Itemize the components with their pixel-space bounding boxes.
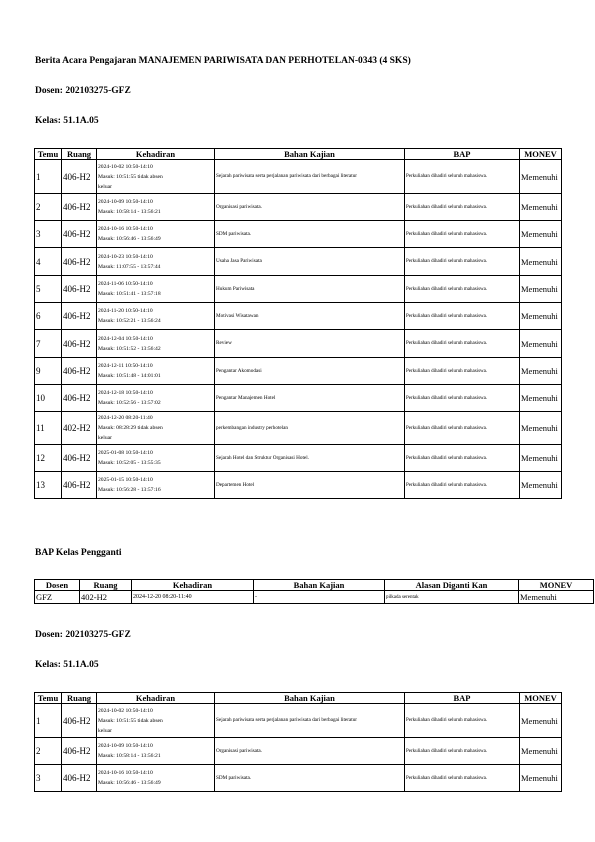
table-row xyxy=(35,248,562,276)
temu-cell: 4 xyxy=(35,248,62,276)
bap-cell: Perkuliahan dihadiri seluruh mahasiswa. xyxy=(405,330,520,358)
ruang-cell: 406-H2 xyxy=(62,194,97,221)
kehadiran-cell xyxy=(97,248,215,276)
kehadiran-cell xyxy=(97,160,215,194)
temu-cell: 3 xyxy=(35,765,62,792)
pg-col-dosen: Dosen xyxy=(35,580,80,591)
kehadiran-masuk: Masuk: 10:51:41 - 13:57:18 xyxy=(98,291,161,297)
col-bahan-kajian: Bahan Kajian xyxy=(215,149,405,160)
bahan-cell: SDM pariwisata. xyxy=(215,765,405,792)
monev-cell: Memenuhi xyxy=(520,330,562,358)
temu-cell: 2 xyxy=(35,194,62,221)
ruang-cell: 406-H2 xyxy=(62,765,97,792)
monev-cell: Memenuhi xyxy=(520,248,562,276)
kehadiran-schedule: 2024-11-20 10:50-14:10 xyxy=(98,308,153,314)
monev-cell: Memenuhi xyxy=(520,765,562,792)
table-row xyxy=(35,765,562,792)
pg-ruang: 402-H2 xyxy=(80,591,132,604)
table-row xyxy=(35,704,562,738)
pengganti-title: BAP Kelas Pengganti xyxy=(35,548,122,558)
table-row xyxy=(35,412,562,445)
bahan-cell: Organisasi pariwisata. xyxy=(215,738,405,765)
monev-cell: Memenuhi xyxy=(520,358,562,385)
bap-cell: Perkuliahan dihadiri seluruh mahasiswa. xyxy=(405,276,520,303)
pg-col-kehadiran: Kehadiran xyxy=(132,580,254,591)
table-row xyxy=(35,738,562,765)
kehadiran-cell xyxy=(97,472,215,499)
bap-cell: Perkuliahan dihadiri seluruh mahasiswa. xyxy=(405,472,520,499)
col-kehadiran: Kehadiran xyxy=(97,693,215,704)
temu-cell: 11 xyxy=(35,412,62,445)
kehadiran-cell xyxy=(97,445,215,472)
bahan-cell: Hukum Pariwisata xyxy=(215,276,405,303)
ruang-cell: 406-H2 xyxy=(62,248,97,276)
bap-cell: Perkuliahan dihadiri seluruh mahasiswa. xyxy=(405,194,520,221)
col-ruang: Ruang xyxy=(62,693,97,704)
kehadiran-schedule: 2024-10-16 10:50-14:10 xyxy=(98,226,153,232)
monev-cell: Memenuhi xyxy=(520,472,562,499)
bap-cell: Perkuliahan dihadiri seluruh mahasiswa. xyxy=(405,248,520,276)
kehadiran-schedule: 2024-12-11 10:50-14:10 xyxy=(98,363,153,369)
kehadiran-schedule: 2024-12-20 08:20-11:40 xyxy=(98,415,153,421)
pengganti-table xyxy=(34,579,594,604)
kelas-label-2: Kelas: 51.1A.05 xyxy=(35,660,99,670)
kehadiran-masuk: Masuk: 10:51:55 tidak absen xyxy=(98,173,163,180)
ruang-cell: 406-H2 xyxy=(62,385,97,412)
bahan-cell: Review xyxy=(215,330,405,358)
kehadiran-cell xyxy=(97,358,215,385)
ruang-cell: 402-H2 xyxy=(62,412,97,445)
bap-cell: Perkuliahan dihadiri seluruh mahasiswa. xyxy=(405,445,520,472)
bahan-cell: Motivasi Wisatawan xyxy=(215,303,405,330)
attendance-table xyxy=(34,148,562,499)
kehadiran-masuk: Masuk: 10:52:21 - 13:56:24 xyxy=(98,318,161,324)
kehadiran-schedule: 2025-01-08 10:50-14:10 xyxy=(98,450,153,456)
bap-cell: Perkuliahan dihadiri seluruh mahasiswa. xyxy=(405,221,520,248)
pg-col-monev: MONEV xyxy=(519,580,594,591)
table-header-row-2 xyxy=(35,693,562,704)
bahan-cell: SDM pariwisata. xyxy=(215,221,405,248)
table-row xyxy=(35,221,562,248)
table-row xyxy=(35,303,562,330)
bahan-cell: Organisasi pariwisata. xyxy=(215,194,405,221)
kehadiran-cell xyxy=(97,330,215,358)
document-title: Berita Acara Pengajaran MANAJEMEN PARIWISATA DAN PERHOTELAN-0343 (4 SKS) xyxy=(35,56,411,66)
kehadiran-schedule: 2024-10-16 10:50-14:10 xyxy=(98,770,153,776)
temu-cell: 12 xyxy=(35,445,62,472)
kehadiran-masuk: Masuk: 10:51:48 - 14:01:01 xyxy=(98,373,161,379)
ruang-cell: 406-H2 xyxy=(62,738,97,765)
kehadiran-masuk: Masuk: 10:56:46 - 13:56:49 xyxy=(98,236,161,242)
temu-cell: 6 xyxy=(35,303,62,330)
kelas-label: Kelas: 51.1A.05 xyxy=(35,116,99,126)
temu-cell: 10 xyxy=(35,385,62,412)
pg-bahan: - xyxy=(254,591,385,604)
col-monev: MONEV xyxy=(520,149,562,160)
pengganti-row xyxy=(35,591,594,604)
kehadiran-schedule: 2024-10-09 10:50-14:10 xyxy=(98,743,153,749)
table-row xyxy=(35,330,562,358)
bap-cell: Perkuliahan dihadiri seluruh mahasiswa. xyxy=(405,765,520,792)
ruang-cell: 406-H2 xyxy=(62,445,97,472)
monev-cell: Memenuhi xyxy=(520,303,562,330)
pg-col-alasan: Alasan Diganti Kan xyxy=(385,580,519,591)
kehadiran-masuk: Masuk: 10:56:28 - 13:57:16 xyxy=(98,487,161,493)
kehadiran-masuk: Masuk: 10:52:05 - 13:55:35 xyxy=(98,460,161,466)
ruang-cell: 406-H2 xyxy=(62,276,97,303)
bap-cell: Perkuliahan dihadiri seluruh mahasiswa. xyxy=(405,738,520,765)
bahan-cell: Sejarah pariwisata serta perjalanan pariwisata dari berbagai literatur xyxy=(215,704,405,738)
bahan-cell: perkembangan industry perhotelan xyxy=(215,412,405,445)
kehadiran-masuk: Masuk: 10:58:14 - 13:56:21 xyxy=(98,753,161,759)
table-row xyxy=(35,472,562,499)
monev-cell: Memenuhi xyxy=(520,160,562,194)
dosen-label: Dosen: 202103275-GFZ xyxy=(35,86,131,96)
pg-monev: Memenuhi xyxy=(519,591,594,604)
bahan-cell: Departemen Hotel xyxy=(215,472,405,499)
temu-cell: 9 xyxy=(35,358,62,385)
kehadiran-cell xyxy=(97,221,215,248)
temu-cell: 1 xyxy=(35,160,62,194)
col-bap: BAP xyxy=(405,149,520,160)
kehadiran-masuk: Masuk: 11:07:55 - 13:57:44 xyxy=(98,263,161,270)
monev-cell: Memenuhi xyxy=(520,385,562,412)
kehadiran-masuk: Masuk: 08:28:29 tidak absen xyxy=(98,425,163,431)
ruang-cell: 406-H2 xyxy=(62,160,97,194)
bahan-cell: Sejarah pariwisata serta perjalanan pariwisata dari berbagai literatur xyxy=(215,160,405,194)
kehadiran-schedule: 2024-11-06 10:50-14:10 xyxy=(98,281,153,287)
kehadiran-cell xyxy=(97,738,215,765)
bahan-cell: Usaha Jasa Pariwisata xyxy=(215,248,405,276)
kehadiran-cell xyxy=(97,276,215,303)
kehadiran-cell xyxy=(97,303,215,330)
pg-dosen: GFZ xyxy=(35,591,80,604)
pg-col-ruang: Ruang xyxy=(80,580,132,591)
kehadiran-cell xyxy=(97,704,215,738)
bahan-cell: Sejarah Hotel dan Struktur Organisasi Hotel. xyxy=(215,445,405,472)
kehadiran-cell xyxy=(97,412,215,445)
table-row xyxy=(35,194,562,221)
bap-cell: Perkuliahan dihadiri seluruh mahasiswa. xyxy=(405,385,520,412)
kehadiran-schedule: 2024-10-09 10:50-14:10 xyxy=(98,199,153,205)
kehadiran-schedule: 2024-10-23 10:50-14:10 xyxy=(98,253,153,260)
pengganti-header-row xyxy=(35,580,594,591)
kehadiran-keluar: keluar xyxy=(98,183,112,190)
col-kehadiran: Kehadiran xyxy=(97,149,215,160)
table-row xyxy=(35,385,562,412)
kehadiran-masuk: Masuk: 10:58:14 - 13:56:21 xyxy=(98,209,161,215)
kehadiran-cell xyxy=(97,385,215,412)
bap-cell: Perkuliahan dihadiri seluruh mahasiswa. xyxy=(405,412,520,445)
kehadiran-schedule: 2025-01-15 10:50-14:10 xyxy=(98,477,153,483)
monev-cell: Memenuhi xyxy=(520,704,562,738)
kehadiran-schedule: 2024-12-18 10:50-14:10 xyxy=(98,390,153,396)
pg-alasan: pilkada serentak xyxy=(385,591,519,604)
monev-cell: Memenuhi xyxy=(520,276,562,303)
kehadiran-cell xyxy=(97,765,215,792)
monev-cell: Memenuhi xyxy=(520,194,562,221)
bahan-cell: Pengantar Manajemen Hotel xyxy=(215,385,405,412)
attendance-table-2 xyxy=(34,692,562,792)
temu-cell: 1 xyxy=(35,704,62,738)
kehadiran-masuk: Masuk: 10:52:56 - 13:57:02 xyxy=(98,400,161,406)
monev-cell: Memenuhi xyxy=(520,445,562,472)
table-header-row xyxy=(35,149,562,160)
temu-cell: 7 xyxy=(35,330,62,358)
bap-cell: Perkuliahan dihadiri seluruh mahasiswa. xyxy=(405,704,520,738)
temu-cell: 3 xyxy=(35,221,62,248)
kehadiran-schedule: 2024-10-02 10:50-14:10 xyxy=(98,707,153,714)
ruang-cell: 406-H2 xyxy=(62,221,97,248)
kehadiran-cell xyxy=(97,194,215,221)
kehadiran-keluar: keluar xyxy=(98,435,112,441)
ruang-cell: 406-H2 xyxy=(62,330,97,358)
pg-kehadiran: 2024-12-20 08:20-11:40 xyxy=(132,591,254,604)
table-row xyxy=(35,358,562,385)
monev-cell: Memenuhi xyxy=(520,738,562,765)
col-bahan-kajian: Bahan Kajian xyxy=(215,693,405,704)
bahan-cell: Pengantar Akomodasi xyxy=(215,358,405,385)
pg-col-bahan: Bahan Kajian xyxy=(254,580,385,591)
temu-cell: 5 xyxy=(35,276,62,303)
kehadiran-keluar: keluar xyxy=(98,727,112,734)
ruang-cell: 406-H2 xyxy=(62,704,97,738)
kehadiran-schedule: 2024-10-02 10:50-14:10 xyxy=(98,163,153,170)
col-temu: Temu xyxy=(35,693,62,704)
temu-cell: 2 xyxy=(35,738,62,765)
bap-cell: Perkuliahan dihadiri seluruh mahasiswa. xyxy=(405,303,520,330)
col-bap: BAP xyxy=(405,693,520,704)
ruang-cell: 406-H2 xyxy=(62,303,97,330)
kehadiran-masuk: Masuk: 10:51:55 tidak absen xyxy=(98,717,163,724)
kehadiran-masuk: Masuk: 10:56:46 - 13:56:49 xyxy=(98,780,161,786)
ruang-cell: 406-H2 xyxy=(62,358,97,385)
ruang-cell: 406-H2 xyxy=(62,472,97,499)
monev-cell: Memenuhi xyxy=(520,221,562,248)
monev-cell: Memenuhi xyxy=(520,412,562,445)
kehadiran-masuk: Masuk: 10:51:52 - 13:56:42 xyxy=(98,345,161,352)
kehadiran-schedule: 2024-12-04 10:50-14:10 xyxy=(98,335,153,342)
col-ruang: Ruang xyxy=(62,149,97,160)
table-row xyxy=(35,160,562,194)
col-monev: MONEV xyxy=(520,693,562,704)
col-temu: Temu xyxy=(35,149,62,160)
temu-cell: 13 xyxy=(35,472,62,499)
bap-cell: Perkuliahan dihadiri seluruh mahasiswa. xyxy=(405,160,520,194)
table-row xyxy=(35,445,562,472)
table-row xyxy=(35,276,562,303)
dosen-label-2: Dosen: 202103275-GFZ xyxy=(35,630,131,640)
bap-cell: Perkuliahan dihadiri seluruh mahasiswa. xyxy=(405,358,520,385)
